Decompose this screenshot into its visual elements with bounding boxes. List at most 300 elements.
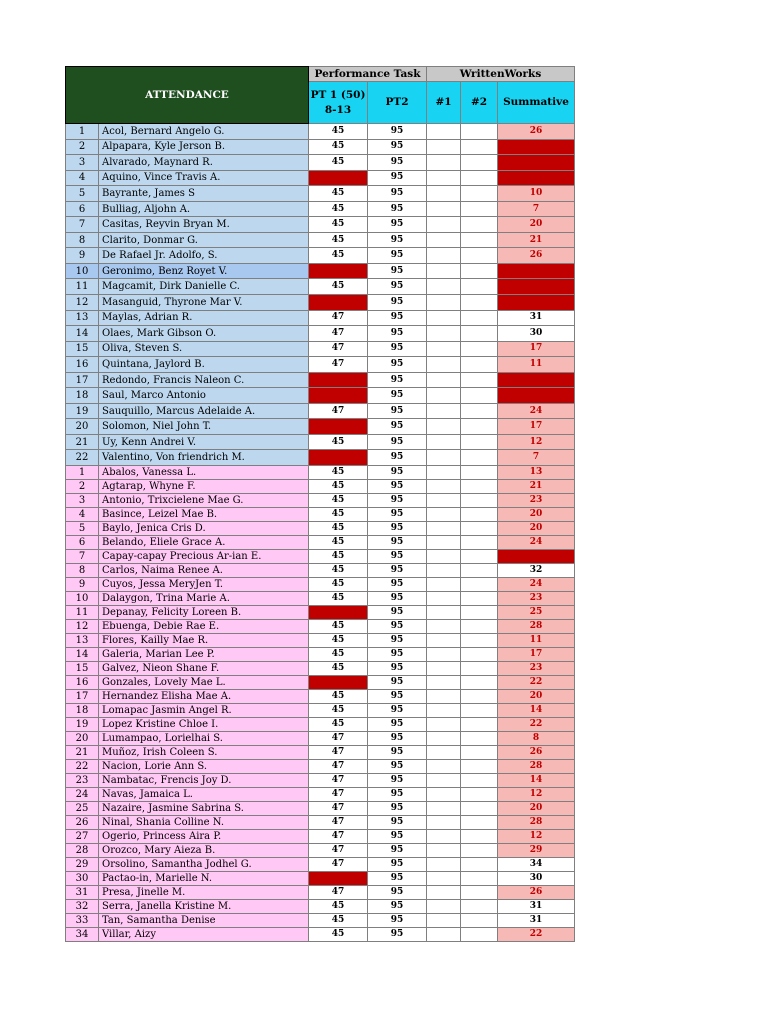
pt2-score: 95 <box>368 830 427 844</box>
student-name: Olaes, Mark Gibson O. <box>99 326 309 342</box>
pt2-score: 95 <box>368 124 427 140</box>
ww2-score <box>461 802 498 816</box>
ww2-score <box>461 201 498 217</box>
row-number: 5 <box>66 186 99 202</box>
student-name: Clarito, Donmar G. <box>99 232 309 248</box>
student-name: Masanguid, Thyrone Mar V. <box>99 295 309 311</box>
row-number: 33 <box>66 914 99 928</box>
summative-score: 26 <box>498 124 575 140</box>
student-name: Carlos, Naima Renee A. <box>99 564 309 578</box>
student-name: Basince, Leizel Mae B. <box>99 508 309 522</box>
student-rows <box>66 124 575 942</box>
student-name: Gonzales, Lovely Mae L. <box>99 676 309 690</box>
ww2-score <box>461 900 498 914</box>
summative-score: 11 <box>498 634 575 648</box>
table-row <box>66 550 575 564</box>
student-name: Magcamit, Dirk Danielle C. <box>99 279 309 295</box>
ww2-score <box>461 550 498 564</box>
row-number: 15 <box>66 341 99 357</box>
pt1-score <box>309 419 368 435</box>
ww2-score <box>461 536 498 550</box>
row-number: 16 <box>66 357 99 373</box>
summative-score: 13 <box>498 466 575 480</box>
pt2-score: 95 <box>368 774 427 788</box>
ww1-score <box>427 634 461 648</box>
table-row <box>66 326 575 342</box>
summative-score: 20 <box>498 217 575 233</box>
pt2-score: 95 <box>368 914 427 928</box>
pt1-score: 45 <box>309 928 368 942</box>
summative-score: 20 <box>498 508 575 522</box>
summative-score: 32 <box>498 564 575 578</box>
summative-score: 20 <box>498 690 575 704</box>
row-number: 6 <box>66 201 99 217</box>
summative-score: 22 <box>498 676 575 690</box>
pt1-score: 45 <box>309 232 368 248</box>
table-row <box>66 279 575 295</box>
table-row <box>66 450 575 466</box>
ww2-score <box>461 844 498 858</box>
pt1-score: 45 <box>309 139 368 155</box>
pt2-score: 95 <box>368 578 427 592</box>
summative-score: 24 <box>498 578 575 592</box>
summative-score <box>498 388 575 404</box>
ww1-score <box>427 508 461 522</box>
summative-score: 7 <box>498 450 575 466</box>
row-number: 22 <box>66 760 99 774</box>
summative-score: 28 <box>498 620 575 634</box>
pt1-sublabel: 8-13 <box>324 103 352 116</box>
row-number: 13 <box>66 634 99 648</box>
pt2-score: 95 <box>368 690 427 704</box>
ww2-score <box>461 434 498 450</box>
summative-score: 14 <box>498 704 575 718</box>
student-name: Ogerio, Princess Aira P. <box>99 830 309 844</box>
row-number: 3 <box>66 155 99 171</box>
ww1-score <box>427 186 461 202</box>
pt1-score: 45 <box>309 914 368 928</box>
table-row <box>66 494 575 508</box>
summative-score: 22 <box>498 718 575 732</box>
ww2-score <box>461 388 498 404</box>
pt1-score: 45 <box>309 564 368 578</box>
table-row <box>66 217 575 233</box>
student-name: Orsolino, Samantha Jodhel G. <box>99 858 309 872</box>
pt2-score: 95 <box>368 732 427 746</box>
ww2-score <box>461 676 498 690</box>
row-number: 3 <box>66 494 99 508</box>
ww1-score <box>427 578 461 592</box>
pt1-score <box>309 450 368 466</box>
ww1-score <box>427 466 461 480</box>
ww2-score <box>461 816 498 830</box>
ww2-score <box>461 403 498 419</box>
pt1-score <box>309 170 368 186</box>
summative-score: 17 <box>498 341 575 357</box>
pt2-score: 95 <box>368 450 427 466</box>
table-row <box>66 830 575 844</box>
ww1-score <box>427 704 461 718</box>
student-name: Depanay, Felicity Loreen B. <box>99 606 309 620</box>
summative-score: 22 <box>498 928 575 942</box>
attendance-header: ATTENDANCE <box>66 67 309 124</box>
row-number: 12 <box>66 295 99 311</box>
student-name: Oliva, Steven S. <box>99 341 309 357</box>
student-name: Alvarado, Maynard R. <box>99 155 309 171</box>
table-row <box>66 746 575 760</box>
pt1-score <box>309 372 368 388</box>
ww1-score <box>427 201 461 217</box>
summative-score: 24 <box>498 536 575 550</box>
student-name: Lomapac Jasmin Angel R. <box>99 704 309 718</box>
row-number: 18 <box>66 388 99 404</box>
pt1-score: 45 <box>309 466 368 480</box>
pt2-score: 95 <box>368 419 427 435</box>
pt2-score: 95 <box>368 480 427 494</box>
ww1-score <box>427 662 461 676</box>
student-name: Ebuenga, Debie Rae E. <box>99 620 309 634</box>
ww1-score <box>427 900 461 914</box>
pt2-score: 95 <box>368 788 427 802</box>
summative-score: 26 <box>498 746 575 760</box>
pt1-score: 47 <box>309 403 368 419</box>
table-row <box>66 634 575 648</box>
pt2-score: 95 <box>368 900 427 914</box>
table-row <box>66 900 575 914</box>
table-row <box>66 718 575 732</box>
summative-score <box>498 263 575 279</box>
ww1-score <box>427 732 461 746</box>
summative-score <box>498 139 575 155</box>
ww2-score <box>461 578 498 592</box>
pt1-score: 47 <box>309 341 368 357</box>
table-row <box>66 403 575 419</box>
ww1-score <box>427 124 461 140</box>
pt1-score: 47 <box>309 774 368 788</box>
ww1-score <box>427 279 461 295</box>
summative-score <box>498 295 575 311</box>
summative-score: 20 <box>498 802 575 816</box>
pt1-score: 45 <box>309 900 368 914</box>
table-row <box>66 704 575 718</box>
student-name: Geronimo, Benz Royet V. <box>99 263 309 279</box>
ww2-score <box>461 295 498 311</box>
row-number: 25 <box>66 802 99 816</box>
ww2-score <box>461 858 498 872</box>
table-row <box>66 536 575 550</box>
pt2-score: 95 <box>368 858 427 872</box>
pt1-header <box>309 82 368 124</box>
pt1-score: 45 <box>309 155 368 171</box>
student-name: Uy, Kenn Andrei V. <box>99 434 309 450</box>
ww1-score <box>427 802 461 816</box>
ww1-score <box>427 536 461 550</box>
row-number: 19 <box>66 718 99 732</box>
row-number: 21 <box>66 746 99 760</box>
summative-score: 24 <box>498 403 575 419</box>
student-name: Cuyos, Jessa MeryJen T. <box>99 578 309 592</box>
student-name: Abalos, Vanessa L. <box>99 466 309 480</box>
table-row <box>66 522 575 536</box>
pt2-score: 95 <box>368 139 427 155</box>
table-row <box>66 232 575 248</box>
pt2-score: 95 <box>368 372 427 388</box>
row-number: 11 <box>66 279 99 295</box>
pt2-score: 95 <box>368 279 427 295</box>
row-number: 10 <box>66 592 99 606</box>
summative-header: Summative <box>498 82 575 124</box>
summative-score: 28 <box>498 760 575 774</box>
student-name: Sauquillo, Marcus Adelaide A. <box>99 403 309 419</box>
row-number: 17 <box>66 690 99 704</box>
table-row <box>66 248 575 264</box>
ww1-score <box>427 494 461 508</box>
pt2-score: 95 <box>368 357 427 373</box>
table-row <box>66 886 575 900</box>
ww1-score <box>427 170 461 186</box>
pt1-score: 47 <box>309 788 368 802</box>
pt2-score: 95 <box>368 388 427 404</box>
table-row <box>66 434 575 450</box>
ww1-score <box>427 522 461 536</box>
row-number: 20 <box>66 732 99 746</box>
ww1-score <box>427 872 461 886</box>
student-name: Saul, Marco Antonio <box>99 388 309 404</box>
student-name: Ninal, Shania Colline N. <box>99 816 309 830</box>
student-name: Flores, Kailly Mae R. <box>99 634 309 648</box>
student-name: Presa, Jinelle M. <box>99 886 309 900</box>
ww2-score <box>461 522 498 536</box>
pt1-score: 47 <box>309 816 368 830</box>
row-number: 28 <box>66 844 99 858</box>
table-row <box>66 858 575 872</box>
written-works-header: WrittenWorks <box>427 67 575 82</box>
student-name: Lumampao, Lorielhai S. <box>99 732 309 746</box>
ww2-score <box>461 662 498 676</box>
pt1-score <box>309 388 368 404</box>
pt2-score: 95 <box>368 606 427 620</box>
table-row <box>66 357 575 373</box>
summative-score: 14 <box>498 774 575 788</box>
row-number: 14 <box>66 648 99 662</box>
pt2-score: 95 <box>368 760 427 774</box>
pt2-score: 95 <box>368 564 427 578</box>
pt1-score: 47 <box>309 357 368 373</box>
pt1-score: 45 <box>309 550 368 564</box>
student-name: Valentino, Von friendrich M. <box>99 450 309 466</box>
pt1-score: 45 <box>309 662 368 676</box>
ww2-score <box>461 170 498 186</box>
table-row <box>66 606 575 620</box>
ww2-score <box>461 774 498 788</box>
row-number: 32 <box>66 900 99 914</box>
row-number: 11 <box>66 606 99 620</box>
pt1-score: 45 <box>309 592 368 606</box>
ww2-score <box>461 508 498 522</box>
summative-score: 30 <box>498 326 575 342</box>
pt2-score: 95 <box>368 816 427 830</box>
summative-score: 21 <box>498 480 575 494</box>
student-name: Antonio, Trixcielene Mae G. <box>99 494 309 508</box>
ww2-score <box>461 690 498 704</box>
row-number: 7 <box>66 550 99 564</box>
pt2-score: 95 <box>368 248 427 264</box>
pt1-score <box>309 263 368 279</box>
ww1-score <box>427 830 461 844</box>
pt2-score: 95 <box>368 217 427 233</box>
table-row <box>66 372 575 388</box>
table-row <box>66 466 575 480</box>
table-row <box>66 816 575 830</box>
row-number: 4 <box>66 508 99 522</box>
pt2-score: 95 <box>368 704 427 718</box>
pt1-score: 45 <box>309 522 368 536</box>
summative-score: 7 <box>498 201 575 217</box>
row-number: 22 <box>66 450 99 466</box>
summative-score: 12 <box>498 788 575 802</box>
pt1-score: 45 <box>309 201 368 217</box>
ww2-score <box>461 746 498 760</box>
table-row <box>66 690 575 704</box>
student-name: Galeria, Marian Lee P. <box>99 648 309 662</box>
table-row <box>66 592 575 606</box>
student-name: Maylas, Adrian R. <box>99 310 309 326</box>
row-number: 18 <box>66 704 99 718</box>
ww1-score <box>427 760 461 774</box>
table-row <box>66 263 575 279</box>
student-name: Alpapara, Kyle Jerson B. <box>99 139 309 155</box>
summative-score <box>498 279 575 295</box>
ww2-score <box>461 139 498 155</box>
pt2-score: 95 <box>368 802 427 816</box>
summative-score: 17 <box>498 419 575 435</box>
ww1-score <box>427 858 461 872</box>
pt2-score: 95 <box>368 886 427 900</box>
student-name: Dalaygon, Trina Marie A. <box>99 592 309 606</box>
row-number: 8 <box>66 232 99 248</box>
summative-score: 21 <box>498 232 575 248</box>
pt2-score: 95 <box>368 662 427 676</box>
ww1-score <box>427 263 461 279</box>
student-name: Redondo, Francis Naleon C. <box>99 372 309 388</box>
ww1-score <box>427 372 461 388</box>
pt2-score: 95 <box>368 494 427 508</box>
student-name: Bayrante, James S <box>99 186 309 202</box>
pt1-score: 47 <box>309 732 368 746</box>
ww1-score <box>427 606 461 620</box>
pt2-score: 95 <box>368 508 427 522</box>
pt1-score: 45 <box>309 480 368 494</box>
pt2-score: 95 <box>368 634 427 648</box>
summative-score: 23 <box>498 662 575 676</box>
ww2-score <box>461 263 498 279</box>
pt2-score: 95 <box>368 170 427 186</box>
ww1-score <box>427 403 461 419</box>
summative-score: 31 <box>498 914 575 928</box>
row-number: 13 <box>66 310 99 326</box>
summative-score: 17 <box>498 648 575 662</box>
ww1-score <box>427 676 461 690</box>
pt1-score: 47 <box>309 886 368 900</box>
table-row <box>66 802 575 816</box>
pt1-score: 47 <box>309 326 368 342</box>
student-name: Aquino, Vince Travis A. <box>99 170 309 186</box>
row-number: 26 <box>66 816 99 830</box>
ww1-score <box>427 844 461 858</box>
pt1-score: 45 <box>309 690 368 704</box>
table-row <box>66 732 575 746</box>
table-row <box>66 341 575 357</box>
pt1-score: 45 <box>309 620 368 634</box>
ww2-score <box>461 480 498 494</box>
ww2-score <box>461 732 498 746</box>
table-row <box>66 676 575 690</box>
table-row <box>66 186 575 202</box>
pt2-score: 95 <box>368 550 427 564</box>
table-row <box>66 620 575 634</box>
pt2-score: 95 <box>368 434 427 450</box>
ww1-score <box>427 139 461 155</box>
pt2-score: 95 <box>368 592 427 606</box>
student-name: Nazaire, Jasmine Sabrina S. <box>99 802 309 816</box>
table-row <box>66 914 575 928</box>
ww1-score <box>427 648 461 662</box>
row-number: 7 <box>66 217 99 233</box>
student-name: Serra, Janella Kristine M. <box>99 900 309 914</box>
summative-score: 20 <box>498 522 575 536</box>
row-number: 14 <box>66 326 99 342</box>
table-row <box>66 760 575 774</box>
ww1-score <box>427 690 461 704</box>
row-number: 24 <box>66 788 99 802</box>
row-number: 31 <box>66 886 99 900</box>
table-row <box>66 788 575 802</box>
table-row <box>66 578 575 592</box>
summative-score: 26 <box>498 248 575 264</box>
student-name: Solomon, Niel John T. <box>99 419 309 435</box>
summative-score: 8 <box>498 732 575 746</box>
ww2-score <box>461 450 498 466</box>
ww1-score <box>427 816 461 830</box>
summative-score: 25 <box>498 606 575 620</box>
pt1-score <box>309 872 368 886</box>
ww2-score <box>461 232 498 248</box>
ww2-score <box>461 620 498 634</box>
table-row <box>66 388 575 404</box>
ww2-score <box>461 564 498 578</box>
pt1-score: 45 <box>309 536 368 550</box>
ww2-score <box>461 419 498 435</box>
row-number: 9 <box>66 248 99 264</box>
student-name: Galvez, Nieon Shane F. <box>99 662 309 676</box>
student-name: Pactao-in, Marielle N. <box>99 872 309 886</box>
ww2-score <box>461 217 498 233</box>
pt1-score: 47 <box>309 760 368 774</box>
row-number: 8 <box>66 564 99 578</box>
table-row <box>66 648 575 662</box>
ww2-score <box>461 648 498 662</box>
pt2-score: 95 <box>368 295 427 311</box>
performance-task-header: Performance Task <box>309 67 427 82</box>
student-name: Capay-capay Precious Ar-ian E. <box>99 550 309 564</box>
pt2-score: 95 <box>368 844 427 858</box>
summative-score: 26 <box>498 886 575 900</box>
summative-score: 10 <box>498 186 575 202</box>
ww2-score <box>461 830 498 844</box>
student-name: Bulliag, Aljohn A. <box>99 201 309 217</box>
student-name: Nambatac, Frencis Joy D. <box>99 774 309 788</box>
ww1-score <box>427 388 461 404</box>
